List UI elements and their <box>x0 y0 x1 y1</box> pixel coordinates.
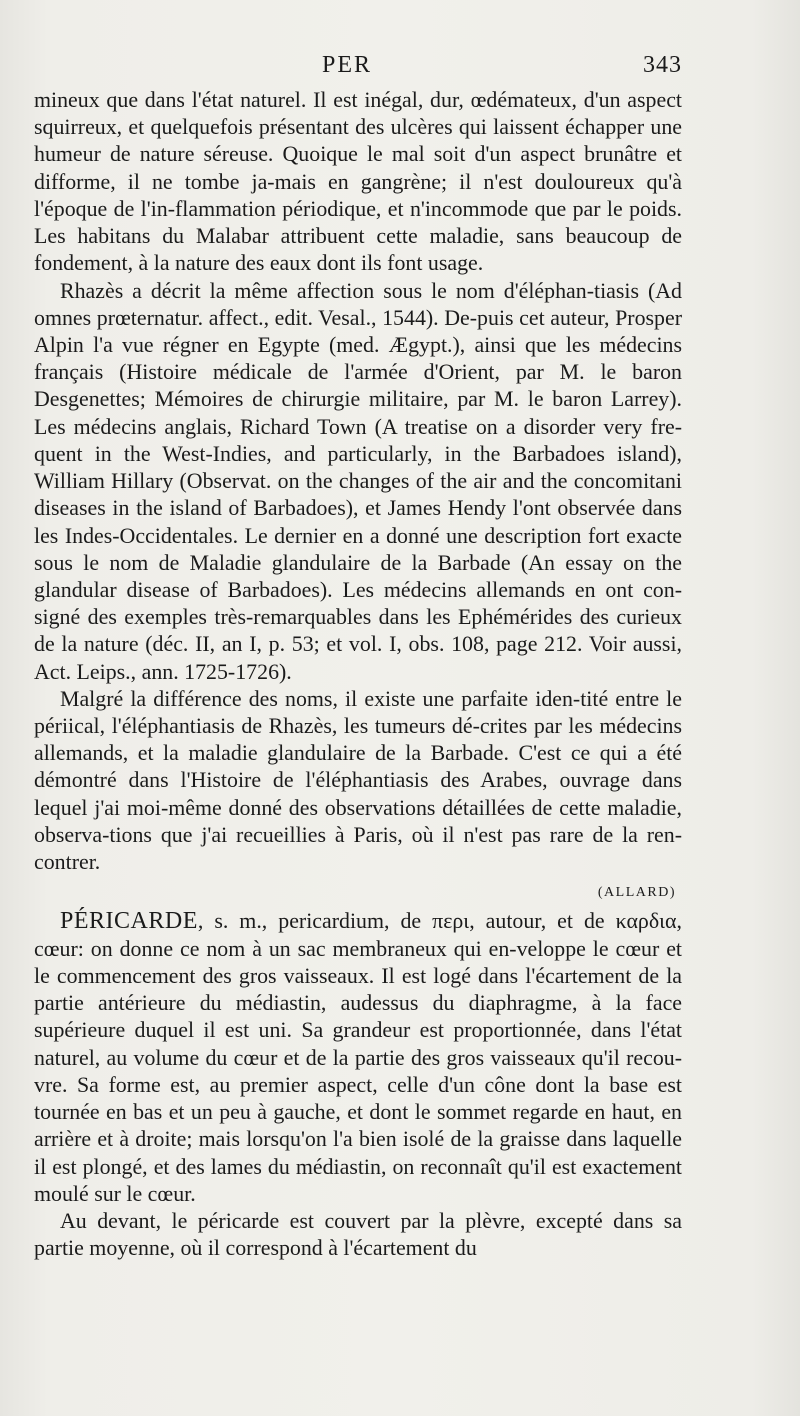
entry-headword: PÉRICARDE <box>60 907 198 934</box>
paragraph-1: mineux que dans l'état naturel. Il est inégal, dur, œdémateux, d'un aspect squirreux, et quelquefois présentant des ulcères qui laissent échapper une humeur de nature séreuse. Quoique le mal soit d'un aspect brunâtre et difforme, il ne tombe ja-mais en gangrène; il n'est douloureux qu'à l'époque de l'in-flammation périodique, et n'incommode que par le poids. Les habitans du Malabar attribuent cette maladie, sans beaucoup de fondement, à la nature des eaux dont ils font usage. <box>34 87 682 276</box>
paragraph-2: Rhazès a décrit la même affection sous le nom d'éléphan-tiasis (Ad omnes prœternatur. affect., edit. Vesal., 1544). De-puis cet auteur, Prosper Alpin l'a vue régner en Egypte (med. Ægypt.), ainsi que les médecins français (Histoire médicale de l'armée d'Orient, par M. le baron Desgenettes; Mémoires de chirurgie militaire, par M. le baron Larrey). Les médecins anglais, Richard Town (A treatise on a disorder very fre-quent in the West-Indies, and particularly, in the Barbadoes island), William Hillary (Observat. on the changes of the air and the concomitani diseases in the island of Barbadoes), et James Hendy l'ont observée dans les Indes-Occidentales. Le dernier en a donné une description fort exacte sous le nom de Maladie glandulaire de la Barbade (An essay on the glandular disease of Barbadoes). Les médecins allemands en ont con-signé des exemples très-remarquables dans les Ephémérides des curieux de la nature (déc. II, an I, p. 53; et vol. I, obs. 108, page 212. Voir aussi, Act. Leips., ann. 1725-1726). <box>34 277 682 684</box>
paragraph-3: Malgré la différence des noms, il existe une parfaite iden-tité entre le périical, l'éléphantiasis de Rhazès, les tumeurs dé-crites par les médecins allemands, et la maladie glandulaire de la Barbade. C'est ce qui a été démontré dans l'Histoire de l'éléphantiasis des Arabes, ouvrage dans lequel j'ai moi-même donné des observations détaillées de cette maladie, observa-tions que j'ai recueillies à Paris, où il n'est pas rare de la ren-contrer. <box>34 685 682 875</box>
paragraph-5: Au devant, le péricarde est couvert par la plèvre, excepté dans sa partie moyenne, où il correspond à l'écartement du <box>34 1207 682 1261</box>
entry-definition: , s. m., pericardium, de περι, autour, et de καρδια, cœur: on donne ce nom à un sac membraneux qui en-veloppe le cœur et le commencement des gros vaisseaux. Il est logé dans l'écartement de la partie antérieure du médiastin, audessus du diaphragme, à la face supérieure duquel il est uni. Sa grandeur est proportionnée, dans l'état naturel, au volume du cœur et de la partie des gros vaisseaux qu'il recou-vre. Sa forme est, au premier aspect, celle d'un cône dont la base est tournée en bas et un peu à gauche, et dont le sommet regarde en haut, en arrière et à droite; mais lorsqu'on l'a bien isolé de la graisse dans laquelle il est plongé, et des lames du médiastin, on reconnaît qu'il est exactement moulé sur le cœur. <box>34 907 682 1206</box>
running-title: PER <box>322 52 373 78</box>
signature-line <box>34 875 682 906</box>
page-number: 343 <box>643 52 682 78</box>
page-header <box>0 52 800 84</box>
author-signature: (ALLARD) <box>597 885 676 901</box>
body-text <box>34 86 682 1261</box>
paragraph-pericarde <box>34 907 682 1207</box>
